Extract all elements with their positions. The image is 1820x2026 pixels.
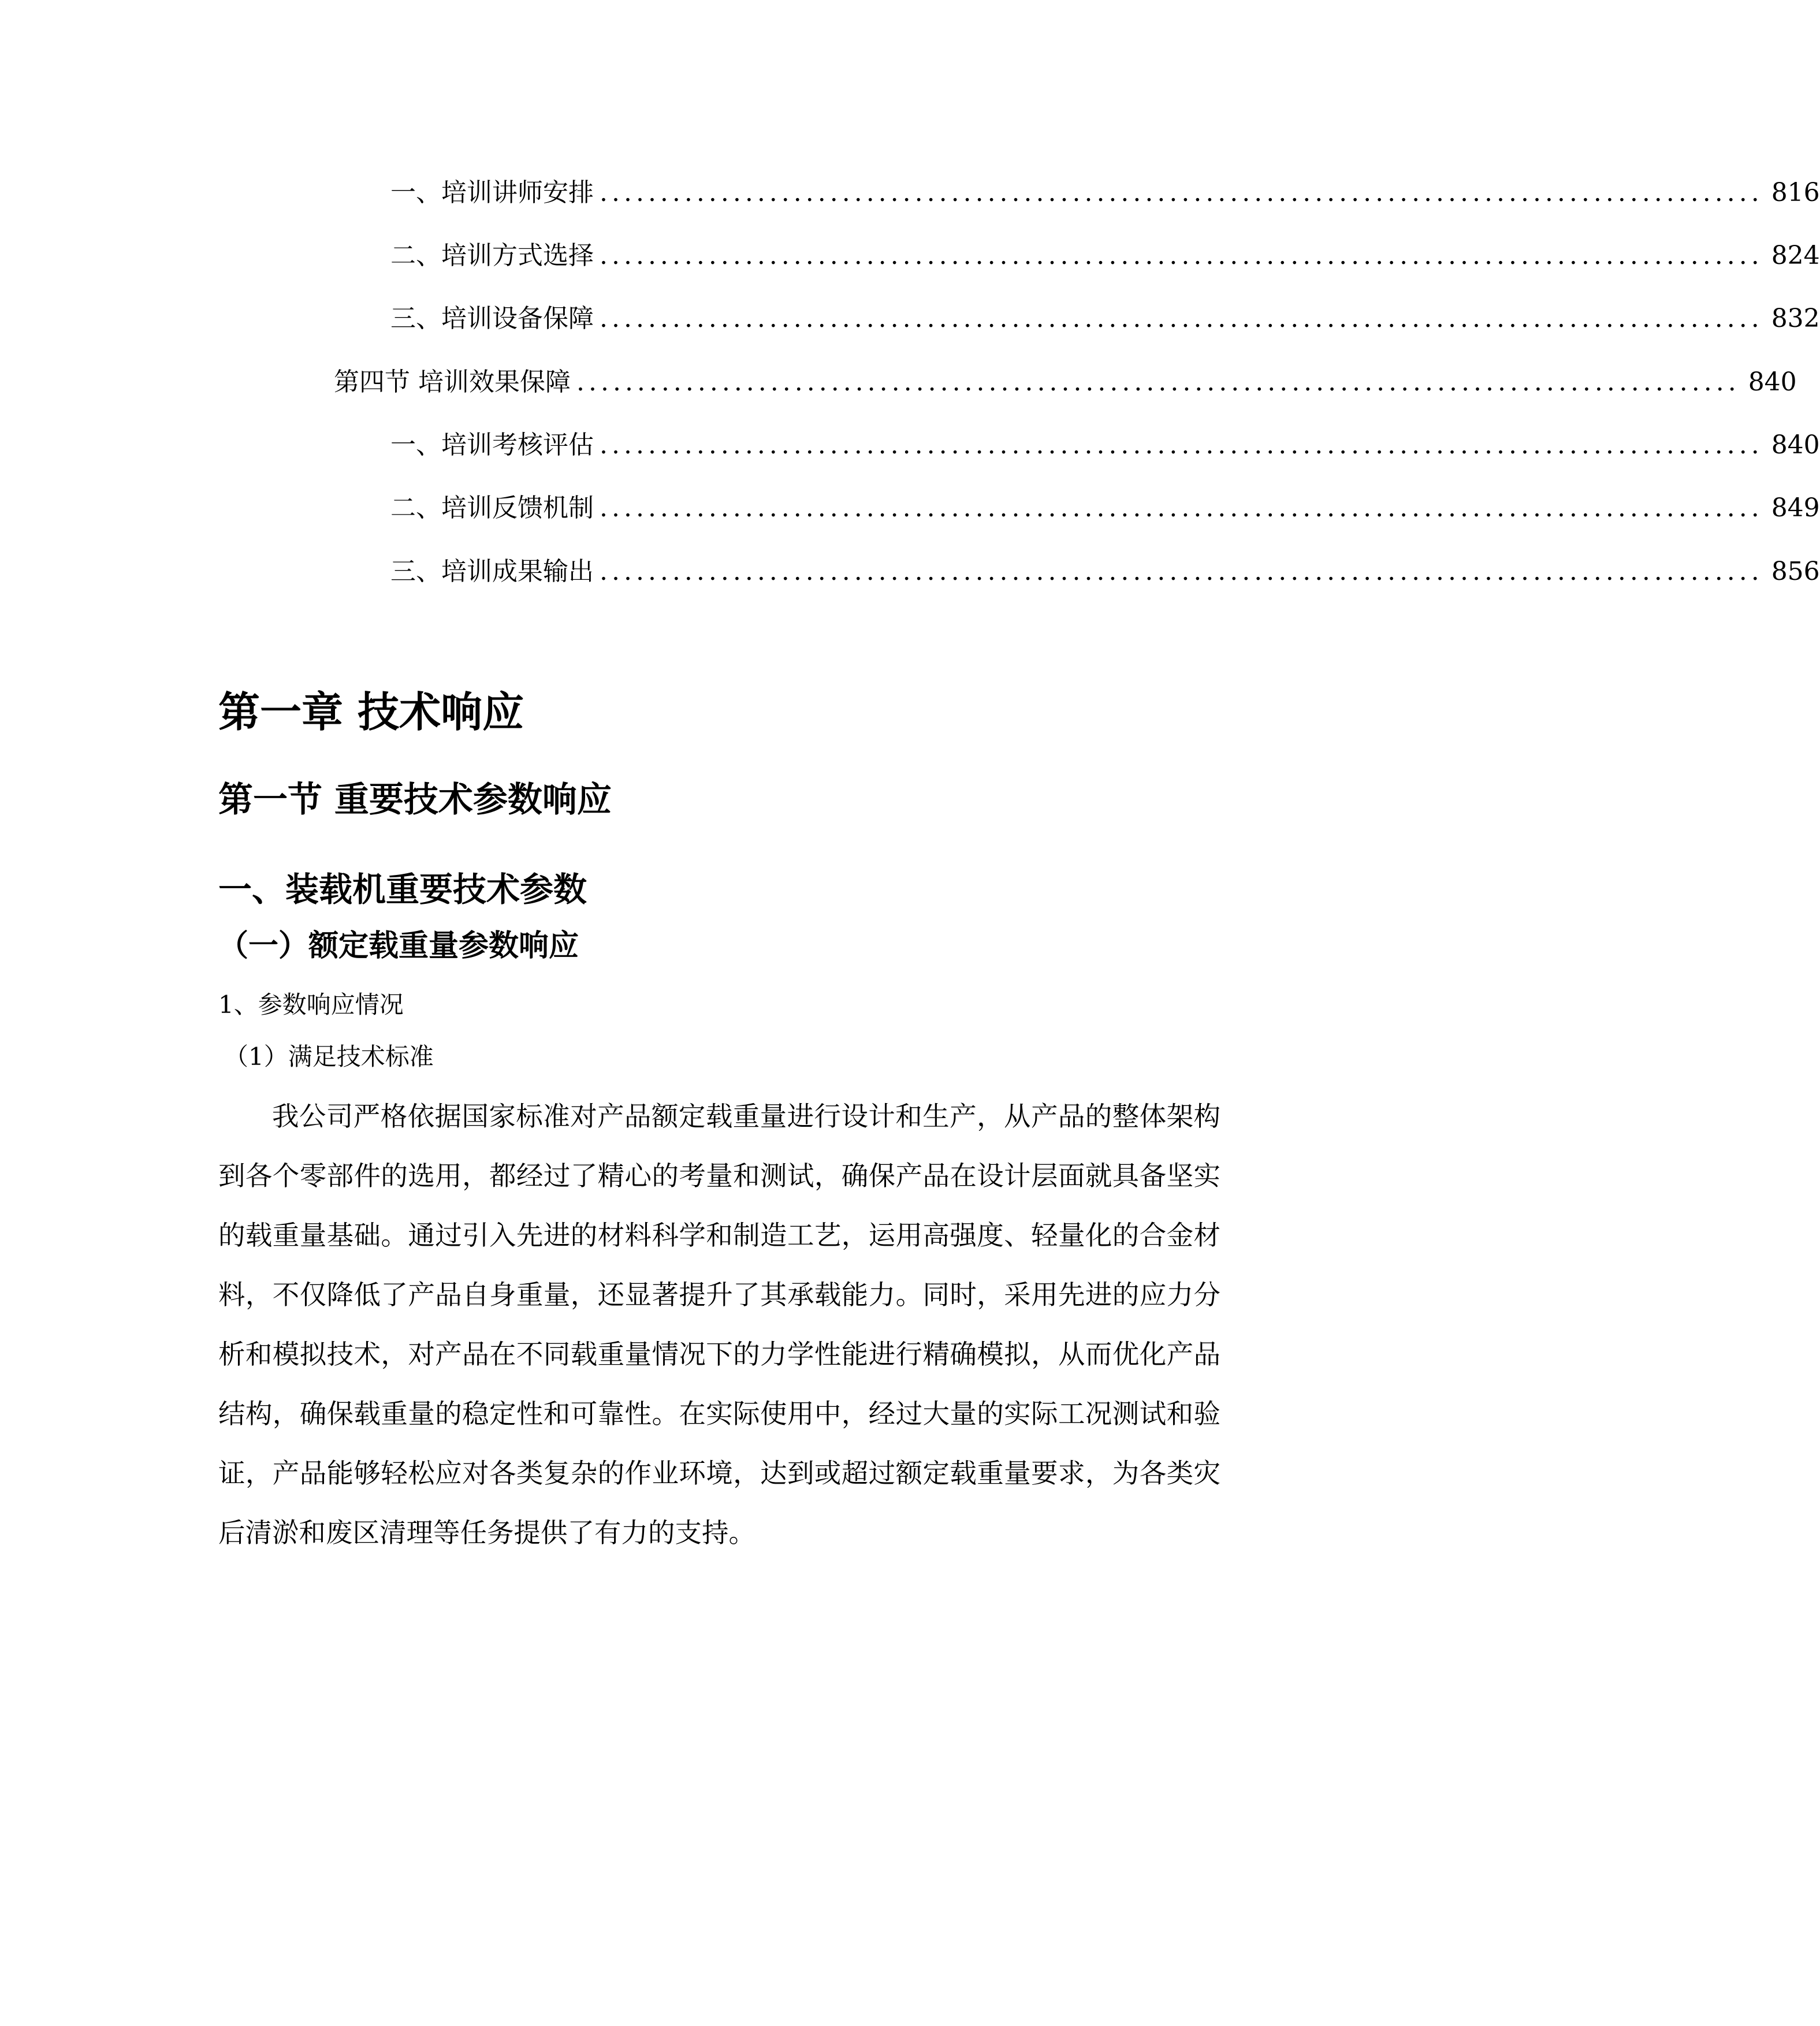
toc-entry[interactable] xyxy=(390,425,1820,465)
toc-entry[interactable] xyxy=(390,173,1820,213)
toc-entry-page: 856 xyxy=(1771,557,1820,586)
toc-entry-title: 培训考核评估 xyxy=(441,430,594,460)
toc-leader-dots: ................................................................................................ xyxy=(600,493,1763,523)
toc-leader-dots: ................................................................................................ xyxy=(600,241,1763,270)
body-paragraph: 我公司严格依据国家标准对产品额定载重量进行设计和生产，从产品的整体架构到各个零部件的选用，都经过了精心的考量和测试，确保产品在设计层面就具备坚实的载重量基础。通过引入先进的材料科学和制造工艺，运用高强度、轻量化的合金材料，不仅降低了产品自身重量，还显著提升了其承载能力。同时，采用先进的应力分析和模拟技术，对产品在不同载重量情况下的力学性能进行精确模拟，从而优化产品结构，确保载重量的稳定性和可靠性。在实际使用中，经过大量的实际工况测试和验证，产品能够轻松应对各类复杂的作业环境，达到或超过额定载重量要求，为各类灾后清淤和废区清理等任务提供了有力的支持。 xyxy=(218,1101,1220,1548)
toc-entry-page: 824 xyxy=(1771,241,1820,270)
subitem-title: （1）满足技术标准 xyxy=(224,1042,434,1071)
toc-leader-dots: ................................................................................................ xyxy=(600,304,1763,333)
toc-entry-title: 第四节 培训效果保障 xyxy=(334,367,571,397)
toc-entry-number: 二、 xyxy=(390,493,441,523)
toc-entry-title: 培训成果输出 xyxy=(441,557,594,586)
toc-entry-number: 三、 xyxy=(390,557,441,586)
section-title: 第一节 重要技术参数响应 xyxy=(218,780,612,820)
toc-entry-page: 840 xyxy=(1771,430,1820,460)
toc-leader-dots: ................................................................................................ xyxy=(600,557,1763,586)
toc-entry[interactable] xyxy=(390,552,1820,592)
toc-entry-page: 816 xyxy=(1771,178,1820,207)
toc-entry-title: 培训讲师安排 xyxy=(441,178,594,207)
subsection-title: （一）额定载重量参数响应 xyxy=(218,928,579,963)
item-title: 1、参数响应情况 xyxy=(218,990,404,1019)
toc-entry-number: 一、 xyxy=(390,430,441,460)
toc-entry-page: 849 xyxy=(1771,493,1820,523)
toc-leader-dots: ................................................................................................ xyxy=(600,430,1763,460)
toc-entry[interactable] xyxy=(390,299,1820,339)
toc-entry-page: 840 xyxy=(1748,367,1797,397)
chapter-title: 第一章 技术响应 xyxy=(218,688,524,736)
article-title: 一、装载机重要技术参数 xyxy=(218,870,587,909)
toc-leader-dots: ................................................................................................ xyxy=(600,178,1763,207)
toc-entry-number: 一、 xyxy=(390,178,441,207)
toc-entry-title: 培训反馈机制 xyxy=(441,493,594,523)
toc-entry-number: 三、 xyxy=(390,304,441,333)
toc-entry-page: 832 xyxy=(1771,304,1820,333)
toc-entry-number: 二、 xyxy=(390,241,441,270)
toc-leader-dots: ................................................................................................ xyxy=(576,367,1740,397)
toc-entry-section[interactable] xyxy=(334,362,1797,403)
toc-entry-title: 培训设备保障 xyxy=(441,304,594,333)
toc-entry-title: 培训方式选择 xyxy=(441,241,594,270)
toc-entry[interactable] xyxy=(390,236,1820,276)
toc-entry[interactable] xyxy=(390,488,1820,528)
